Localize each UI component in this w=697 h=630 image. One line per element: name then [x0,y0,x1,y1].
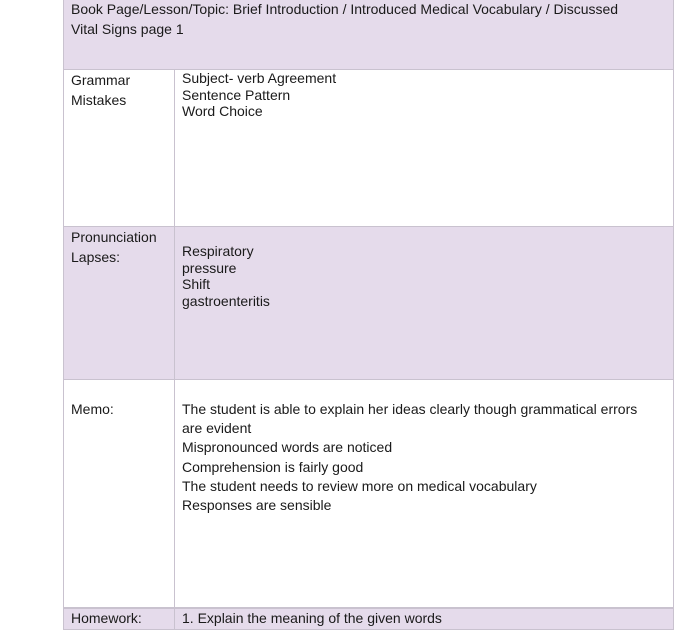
lesson-report-table [63,0,675,629]
pronunciation-lapses-content [175,227,673,379]
lesson-topic-line-2: Vital Signs page 1 [71,20,184,37]
grammar-label-line-1: Grammar [71,72,131,88]
grammar-mistakes-content [175,70,673,226]
memo-line: Mispronounced words are noticed [182,439,393,456]
memo-line: The student is able to explain her ideas clearly though grammatical errors [182,401,638,417]
pronunciation-label-line-2: Lapses: [71,248,121,265]
pronunciation-item: Shift [182,276,211,292]
memo-line: Responses are sensible [182,497,332,514]
pronunciation-item: gastroenteritis [182,292,270,309]
memo-label-cell [64,380,175,607]
lesson-topic-line-1: Book Page/Lesson/Topic: Brief Introduction / Introduced Medical Vocabulary / Discussed [71,1,619,17]
homework-content [175,609,673,629]
memo-row [63,380,674,608]
homework-row [63,608,674,630]
memo-content [175,380,673,607]
grammar-item: Word Choice [182,103,263,119]
homework-label: Homework: [71,610,142,626]
grammar-label-line-2: Mistakes [71,91,127,108]
grammar-item: Subject- verb Agreement [182,70,337,86]
memo-line: The student needs to review more on medical vocabulary [182,477,537,494]
memo-line: Comprehension is fairly good [182,458,364,475]
pronunciation-item: Respiratory [182,243,254,259]
homework-label-cell [64,609,175,629]
pronunciation-label-line-1: Pronunciation [71,229,157,245]
pronunciation-lapses-row [63,227,674,380]
grammar-item: Sentence Pattern [182,86,291,103]
homework-text: 1. Explain the meaning of the given words [182,610,442,626]
lesson-topic-text [71,0,665,39]
pronunciation-lapses-label [64,227,175,379]
lesson-topic-row [63,0,674,70]
memo-label: Memo: [71,401,114,417]
grammar-mistakes-label [64,70,175,226]
pronunciation-item: pressure [182,259,237,276]
memo-line: are evident [182,420,252,437]
grammar-mistakes-row [63,70,674,227]
